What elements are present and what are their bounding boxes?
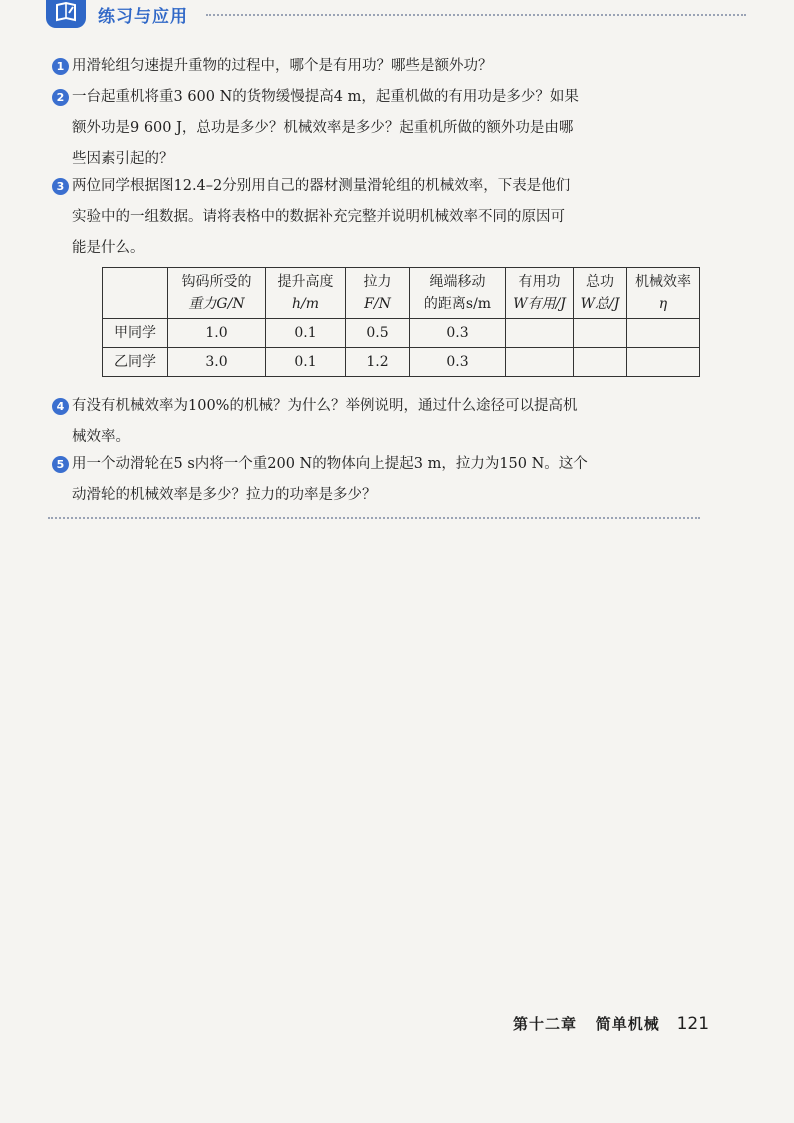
question-3	[56, 171, 702, 264]
table-header-cell: 拉力 F/N	[346, 268, 410, 319]
question-text-line: 额外功是9 600 J，总功是多少？机械效率是多少？起重机所做的额外功是由哪	[72, 120, 574, 136]
chapter-label: 第十二章	[513, 1015, 578, 1033]
section-end-divider	[48, 517, 700, 519]
question-number-badge: 1	[52, 58, 69, 75]
row-label: 乙同学	[103, 348, 168, 377]
page-number: 121	[676, 1014, 710, 1034]
question-text-line: 有没有机械效率为100%的机械？为什么？举例说明，通过什么途径可以提高机	[72, 398, 578, 414]
table-row	[103, 319, 700, 348]
question-text-line: 实验中的一组数据。请将表格中的数据补充完整并说明机械效率不同的原因可	[72, 209, 565, 225]
question-text-line: 些因素引起的？	[72, 151, 174, 167]
header-divider	[206, 14, 746, 16]
table-header-cell: 提升高度 h/m	[266, 268, 346, 319]
question-number-badge: 4	[52, 398, 69, 415]
question-text-line: 械效率。	[72, 429, 130, 445]
question-number-badge: 3	[52, 178, 69, 195]
question-text-line: 能是什么。	[72, 240, 145, 256]
table-cell: 3.0	[168, 348, 266, 377]
question-5	[56, 449, 702, 511]
blank-answer-cell	[574, 348, 627, 377]
question-number-badge: 5	[52, 456, 69, 473]
blank-answer-cell	[627, 348, 700, 377]
question-text-line: 动滑轮的机械效率是多少？拉力的功率是多少？	[72, 487, 377, 503]
question-text-line: 一台起重机将重3 600 N的货物缓慢提高4 m，起重机做的有用功是多少？如果	[72, 89, 579, 105]
blank-answer-cell	[574, 319, 627, 348]
table-cell: 0.5	[346, 319, 410, 348]
exercise-logo-icon	[46, 0, 86, 28]
table-header-cell: 绳端移动 的距离s/m	[410, 268, 506, 319]
blank-answer-cell	[627, 319, 700, 348]
table-row	[103, 348, 700, 377]
question-text-line: 两位同学根据图12.4–2分别用自己的器材测量滑轮组的机械效率，下表是他们	[72, 178, 571, 194]
table-cell: 1.0	[168, 319, 266, 348]
row-label: 甲同学	[103, 319, 168, 348]
blank-answer-cell	[506, 319, 574, 348]
question-number-badge: 2	[52, 89, 69, 106]
question-text-line: 用一个动滑轮在5 s内将一个重200 N的物体向上提起3 m，拉力为150 N。这个	[72, 456, 588, 472]
question-text-line: 用滑轮组匀速提升重物的过程中，哪个是有用功？哪些是额外功？	[72, 58, 493, 74]
table-header-cell: 总功 W总/J	[574, 268, 627, 319]
table-header-cell	[103, 268, 168, 319]
table-cell: 0.3	[410, 348, 506, 377]
table-header-cell: 机械效率 η	[627, 268, 700, 319]
table-header-cell: 有用功 W有用/J	[506, 268, 574, 319]
chapter-title: 简单机械	[595, 1015, 660, 1033]
table-cell: 0.3	[410, 319, 506, 348]
blank-answer-cell	[506, 348, 574, 377]
table-header-row	[103, 268, 700, 319]
section-title: 练习与应用	[98, 7, 188, 27]
table-header-cell: 钩码所受的 重力G/N	[168, 268, 266, 319]
question-4	[56, 391, 702, 453]
question-1	[56, 51, 702, 82]
page-footer	[513, 1013, 709, 1034]
section-header	[46, 0, 706, 28]
table-cell: 1.2	[346, 348, 410, 377]
table-cell: 0.1	[266, 348, 346, 377]
table-cell: 0.1	[266, 319, 346, 348]
question-2	[56, 82, 702, 175]
experiment-data-table	[102, 267, 700, 377]
